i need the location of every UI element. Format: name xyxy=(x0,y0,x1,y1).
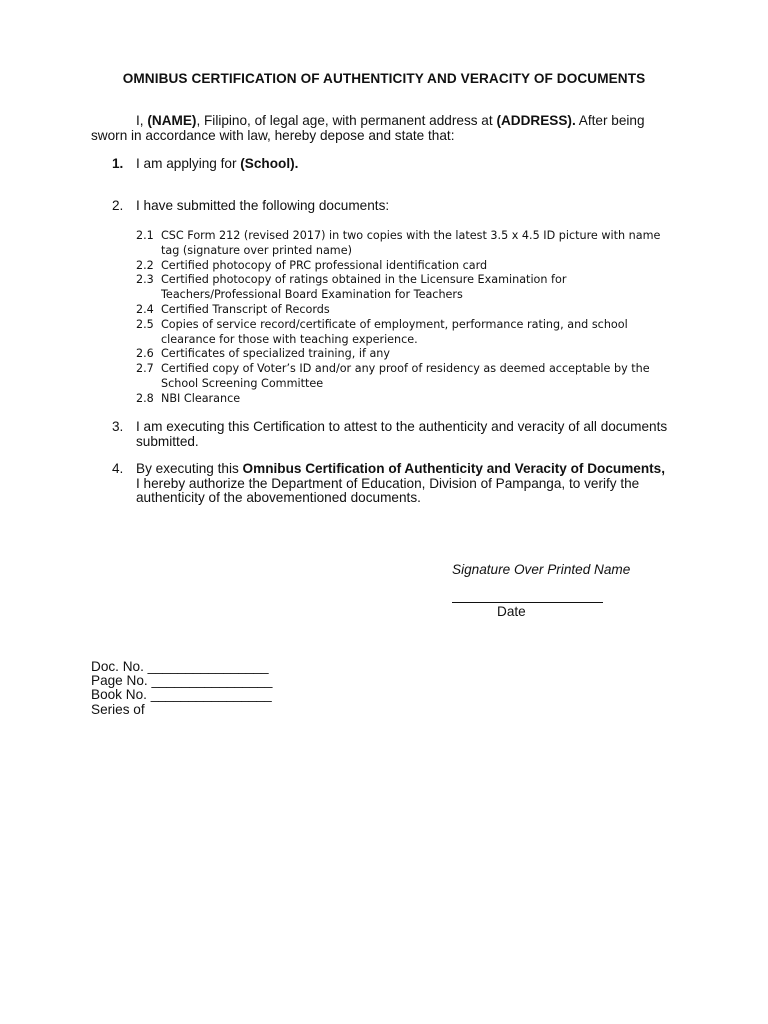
list-item-number: 1. xyxy=(112,156,124,171)
sublist-item xyxy=(136,273,681,303)
sublist-item-number: 2.4 xyxy=(136,302,154,316)
date-label: Date xyxy=(497,604,526,619)
name-placeholder: (NAME) xyxy=(147,113,197,128)
intro-text-3: After being sworn in accordance with law, hereby depose and state that: xyxy=(91,113,645,143)
sublist-item-number: 2.7 xyxy=(136,362,154,376)
list-item-3 xyxy=(112,420,672,449)
sublist-item-number: 2.6 xyxy=(136,347,154,361)
sublist-item-text: Certificates of specialized training, if any xyxy=(161,347,391,361)
sublist-item-text: Copies of service record/certificate of employment, performance rating, and school clearance for those with teaching experience. xyxy=(161,317,628,346)
sublist-item-number: 2.5 xyxy=(136,317,154,331)
sublist-item-text: Certified photocopy of ratings obtained in the Licensure Examination for Teachers/Professional Board Examination for Teachers xyxy=(161,273,567,302)
sublist-item-text: NBI Clearance xyxy=(161,391,241,405)
sublist-item-text: Certified copy of Voter’s ID and/or any proof of residency as deemed acceptable by the School Screening Committee xyxy=(161,362,650,390)
intro-paragraph xyxy=(91,114,681,143)
sublist-item xyxy=(136,303,681,318)
notary-block xyxy=(91,660,272,717)
signature-line xyxy=(452,602,603,603)
list-item-text-post: I hereby authorize the Department of Education, Division of Pampanga, to verify the authenticity of the abovementioned documents. xyxy=(136,475,640,506)
list-item-number: 4. xyxy=(112,461,124,476)
signature-label: Signature Over Printed Name xyxy=(452,562,631,577)
sublist-item xyxy=(136,392,681,407)
intro-text-1: I, xyxy=(136,113,148,128)
list-item-number: 2. xyxy=(112,198,124,213)
sublist-item-text: Certified Transcript of Records xyxy=(161,302,330,316)
sublist-item-number: 2.8 xyxy=(136,391,154,405)
sublist-item-number: 2.2 xyxy=(136,258,154,272)
list-item-1 xyxy=(112,157,672,172)
intro-text-2: , Filipino, of legal age, with permanent address at xyxy=(196,113,497,128)
sublist-item-number: 2.1 xyxy=(136,229,154,242)
series-field: Series of xyxy=(91,701,145,717)
sublist-item xyxy=(136,362,681,392)
document-title: OMNIBUS CERTIFICATION OF AUTHENTICITY AND VERACITY OF DOCUMENTS xyxy=(122,71,646,86)
doc-no-field: Doc. No. ________________ xyxy=(91,659,269,674)
address-placeholder: (ADDRESS). xyxy=(496,113,576,128)
sublist-item-number: 2.3 xyxy=(136,273,154,287)
list-item-text: I have submitted the following documents: xyxy=(136,198,390,213)
list-item-text: I am applying for xyxy=(136,156,241,171)
book-no-field: Book No. ________________ xyxy=(91,687,272,703)
list-item-text-pre: By executing this xyxy=(136,461,243,476)
certification-name: Omnibus Certification of Authenticity and Veracity of Documents, xyxy=(242,461,666,476)
sublist-item xyxy=(136,347,681,362)
sublist-item-text: Certified photocopy of PRC professional identification card xyxy=(161,258,488,272)
sublist-item xyxy=(136,318,681,348)
school-placeholder: (School). xyxy=(240,156,299,171)
list-item-number: 3. xyxy=(112,419,124,434)
sublist-item xyxy=(136,229,681,259)
page-no-field: Page No. ________________ xyxy=(91,673,273,689)
list-item-text: I am executing this Certification to attest to the authenticity and veracity of all documents submitted. xyxy=(136,419,668,449)
list-item-2 xyxy=(112,199,672,214)
sublist-item xyxy=(136,259,681,274)
documents-sublist xyxy=(136,229,681,407)
list-item-4 xyxy=(112,462,672,506)
sublist-item-text: CSC Form 212 (revised 2017) in two copies with the latest 3.5 x 4.5 ID picture with name tag (signature over printed name) xyxy=(161,229,661,257)
